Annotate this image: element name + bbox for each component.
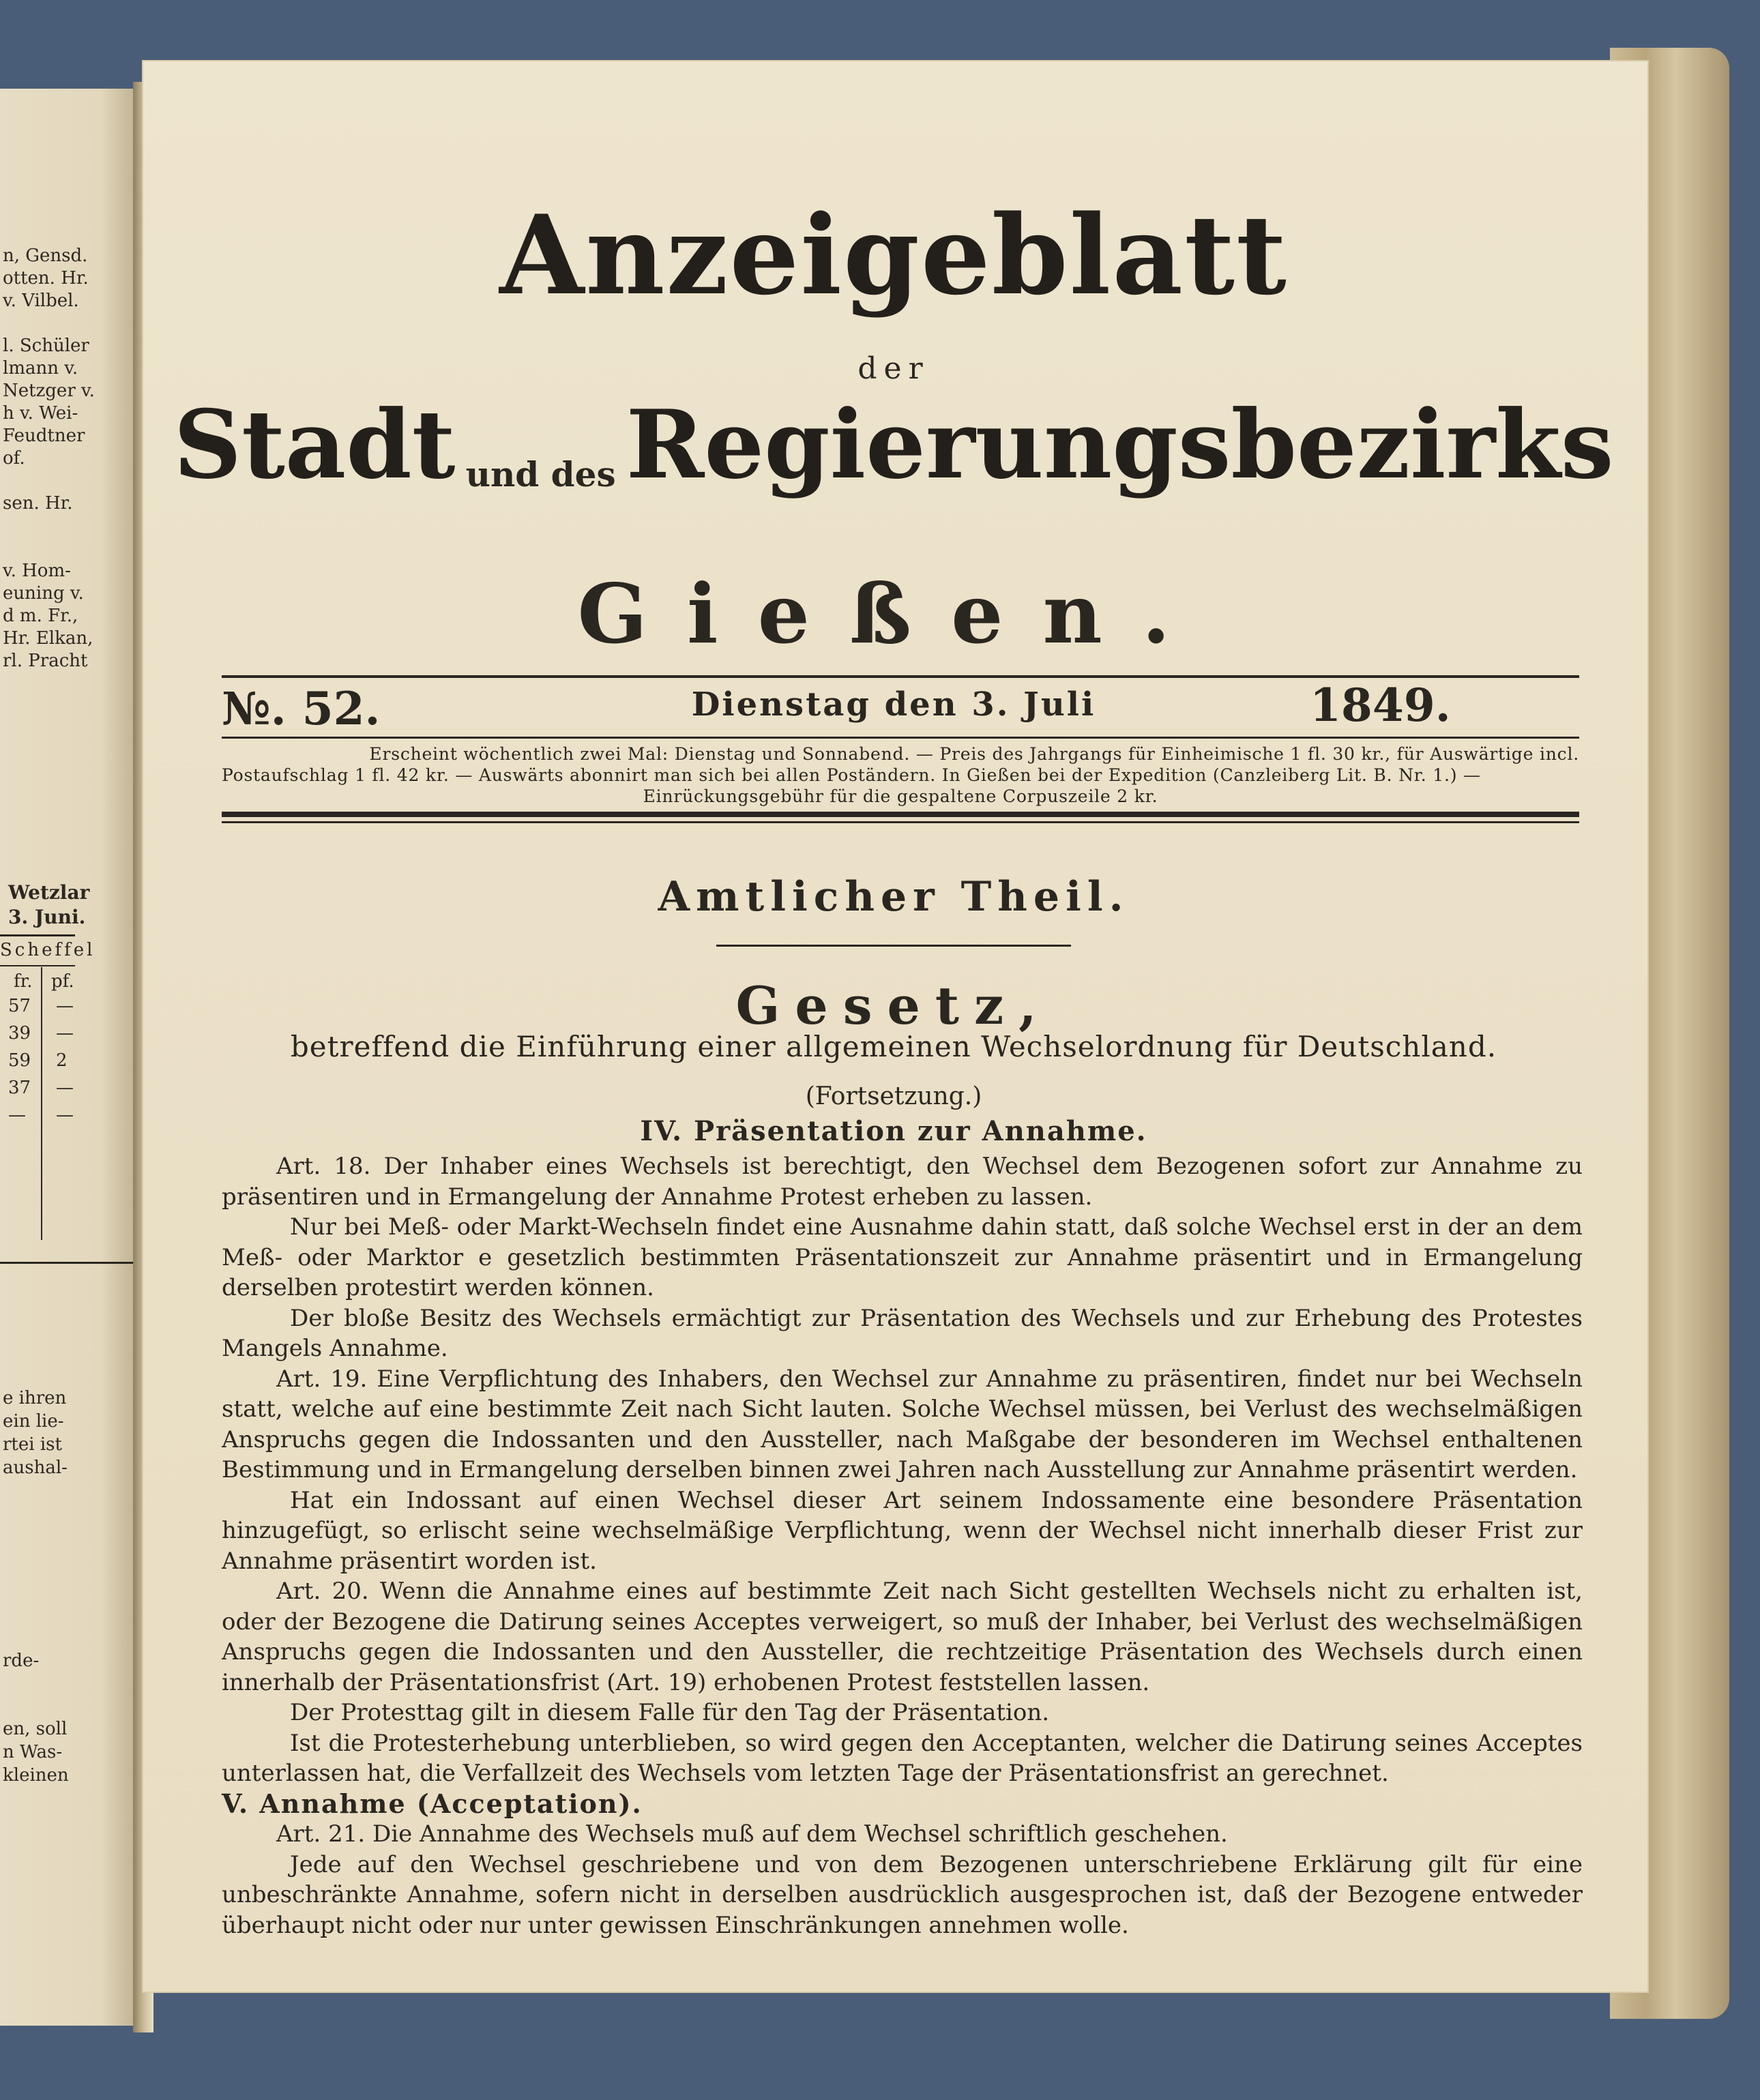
- facing-page-line: e ihren: [3, 1388, 67, 1408]
- facing-page-line: euning v.: [3, 583, 84, 604]
- paragraph-art18: Art. 18. Der Inhaber eines Wechsels ist berechtigt, den Wechsel dem Bezogenen sofort zur Annahme zu präsentiren und in Ermangelung der Annahme Protest erheben zu lassen.: [222, 1153, 1583, 1211]
- facing-page-line: sen. Hr.: [3, 493, 73, 514]
- law-body: [222, 1151, 1583, 1940]
- facing-page-line: of.: [3, 448, 25, 469]
- masthead-und-des: und des: [465, 454, 616, 494]
- facing-page-line: d m. Fr.,: [3, 606, 78, 626]
- law-title: Gesetz,: [735, 975, 1052, 1036]
- subscription-info: [222, 743, 1579, 807]
- table-col-pf: pf.: [51, 971, 74, 992]
- law-subtitle: betreffend die Einführung einer allgemeinen Wechselordnung für Deutschland.: [290, 1030, 1497, 1063]
- facing-page-line: l. Schüler: [3, 336, 89, 356]
- facing-page-line: rl. Pracht: [3, 651, 88, 671]
- issue-number: №. 52.: [222, 682, 381, 735]
- facing-page-line: Netzger v.: [3, 381, 95, 401]
- table-col-kr: fr.: [14, 971, 33, 992]
- newspaper-page: [143, 61, 1647, 1992]
- masthead-title: Anzeigeblatt: [499, 191, 1288, 319]
- table-cell-kr: 39: [8, 1023, 31, 1044]
- paragraph-art20: Art. 20. Wenn die Annahme eines auf bestimmte Zeit nach Sicht gestellten Wechsels nicht zu erhalten ist, oder der Bezogene die Datirung seines Acceptes verweigert, so muß der Inhaber, bei Verlust des wechselmäßigen Anspruchs gegen die Indossanten und den Aussteller, die rechtzeitige Präsentation des Wechsels durch einen innerhalb der Präsentationsfrist (Art. 19) erhobenen Protest feststellen lassen.: [222, 1578, 1583, 1696]
- paragraph-art19: Art. 19. Eine Verpflichtung des Inhabers, den Wechsel zur Annahme zu präsentiren, findet nur bei Wechseln statt, welche auf eine bestimmte Zeit nach Sicht lauten. Solche Wechsel müssen, bei Verlust des wechselmäßigen Anspruchs gegen die Indossanten und den Aussteller, nach Maßgabe der besonderen im Wechsel enthaltenen Bestimmung und in Ermangelung derselben binnen zwei Jahren nach Ausstellung zur Annahme präsentirt werden.: [222, 1365, 1583, 1483]
- facing-page-left: [0, 89, 143, 2026]
- heading-iv: IV. Präsentation zur Annahme.: [640, 1115, 1147, 1147]
- table-cell-pf: 2: [56, 1050, 68, 1071]
- issue-date: Dienstag den 3. Juli: [691, 685, 1096, 724]
- facing-page-line: v. Hom-: [3, 561, 71, 581]
- facing-page-line: n Was-: [3, 1742, 63, 1762]
- table-cell-kr: 59: [8, 1050, 31, 1071]
- table-cell-kr: 57: [8, 996, 31, 1016]
- table-cell-pf: —: [56, 1023, 74, 1044]
- subscription-line-3: Einrückungsgebühr für die gespaltene Corpuszeile 2 kr.: [643, 786, 1158, 806]
- table-cell-kr: —: [8, 1105, 26, 1125]
- section-heading: Amtlicher Theil.: [658, 873, 1130, 921]
- paragraph: Der bloße Besitz des Wechsels ermächtigt zur Präsentation des Wechsels und zur Erhebung des Protestes Mangels Annahme.: [222, 1304, 1583, 1362]
- paragraph: Hat ein Indossant auf einen Wechsel dieser Art seinem Indossamente eine besondere Präsentation hinzugefügt, so erlischt seine wechselmäßige Verpflichtung, wenn der Wechsel nicht innerhalb dieser Frist zur Annahme präsentirt worden ist.: [222, 1486, 1583, 1575]
- facing-page-line: Feudtner: [3, 426, 85, 446]
- issue-year: 1849.: [1310, 679, 1451, 732]
- facing-page-line: rde-: [3, 1651, 40, 1671]
- masthead-der: der: [857, 351, 930, 386]
- facing-page-line: h v. Wei-: [3, 403, 78, 424]
- heading-v: V. Annahme (Acceptation).: [222, 1788, 643, 1819]
- paragraph: Der Protesttag gilt in diesem Falle für den Tag der Präsentation.: [290, 1699, 1050, 1726]
- facing-page-line: ein lie-: [3, 1411, 64, 1432]
- masthead-subtitle: [143, 389, 1644, 500]
- facing-page-line: otten. Hr.: [3, 268, 89, 289]
- table-header: Scheffel: [0, 940, 96, 960]
- facing-page-line: n, Gensd.: [3, 246, 88, 266]
- subscription-line-1: Erscheint wöchentlich zwei Mal: Dienstag und Sonnabend. — Preis des Jahrgangs für Einheimische 1 fl. 30 kr., für Auswärtige incl.: [369, 744, 1579, 764]
- table-cell-pf: —: [56, 1105, 74, 1125]
- masthead-bezirk: Regierungsbezirks: [626, 389, 1614, 500]
- table-caption-date: 3. Juni.: [8, 906, 86, 928]
- facing-page-line: lmann v.: [3, 358, 78, 379]
- paragraph-art21: Art. 21. Die Annahme des Wechsels muß auf dem Wechsel schriftlich geschehen.: [276, 1820, 1228, 1848]
- law-continuation: (Fortsetzung.): [805, 1082, 982, 1110]
- paragraph: Ist die Protesterhebung unterblieben, so wird gegen den Acceptanten, welcher die Datirung seines Acceptes unterlassen hat, die Verfallzeit des Wechsels vom letzten Tage der Präsentationsfrist an gerechnet.: [222, 1729, 1583, 1787]
- paragraph: Jede auf den Wechsel geschriebene und von dem Bezogenen unterschriebene Erklärung gilt für eine unbeschränkte Annahme, sofern nicht in derselben ausdrücklich ausgesprochen ist, daß der Bezogene entweder überhaupt nicht oder nur unter gewissen Einschränkungen annehmen wolle.: [222, 1850, 1583, 1939]
- subscription-line-2: Postaufschlag 1 fl. 42 kr. — Auswärts abonnirt man sich bei allen Poständern. In Gießen bei der Expedition (Canzleiberg Lit. B. Nr. 1.) —: [222, 765, 1481, 785]
- facing-page-line: v. Vilbel.: [3, 291, 79, 311]
- facing-page-line: kleinen: [3, 1765, 69, 1786]
- table-caption: Wetzlar: [8, 881, 90, 904]
- facing-page-line: aushal-: [3, 1458, 68, 1478]
- paragraph: Nur bei Meß- oder Markt-Wechseln findet eine Ausnahme dahin statt, daß solche Wechsel erst in der an dem Meß- oder Marktor e gesetzlich bestimmten Präsentationszeit zur Annahme präsentirt und in Ermangelung derselben protestirt werden können.: [222, 1213, 1583, 1301]
- table-cell-kr: 37: [8, 1078, 31, 1098]
- table-cell-pf: —: [56, 996, 74, 1016]
- masthead-city: Gießen.: [577, 566, 1210, 662]
- facing-page-line: rtei ist: [3, 1434, 62, 1455]
- facing-page-line: Hr. Elkan,: [3, 628, 93, 649]
- masthead-stadt: Stadt: [173, 389, 456, 500]
- facing-page-line: en, soll: [3, 1719, 68, 1739]
- table-cell-pf: —: [56, 1078, 74, 1098]
